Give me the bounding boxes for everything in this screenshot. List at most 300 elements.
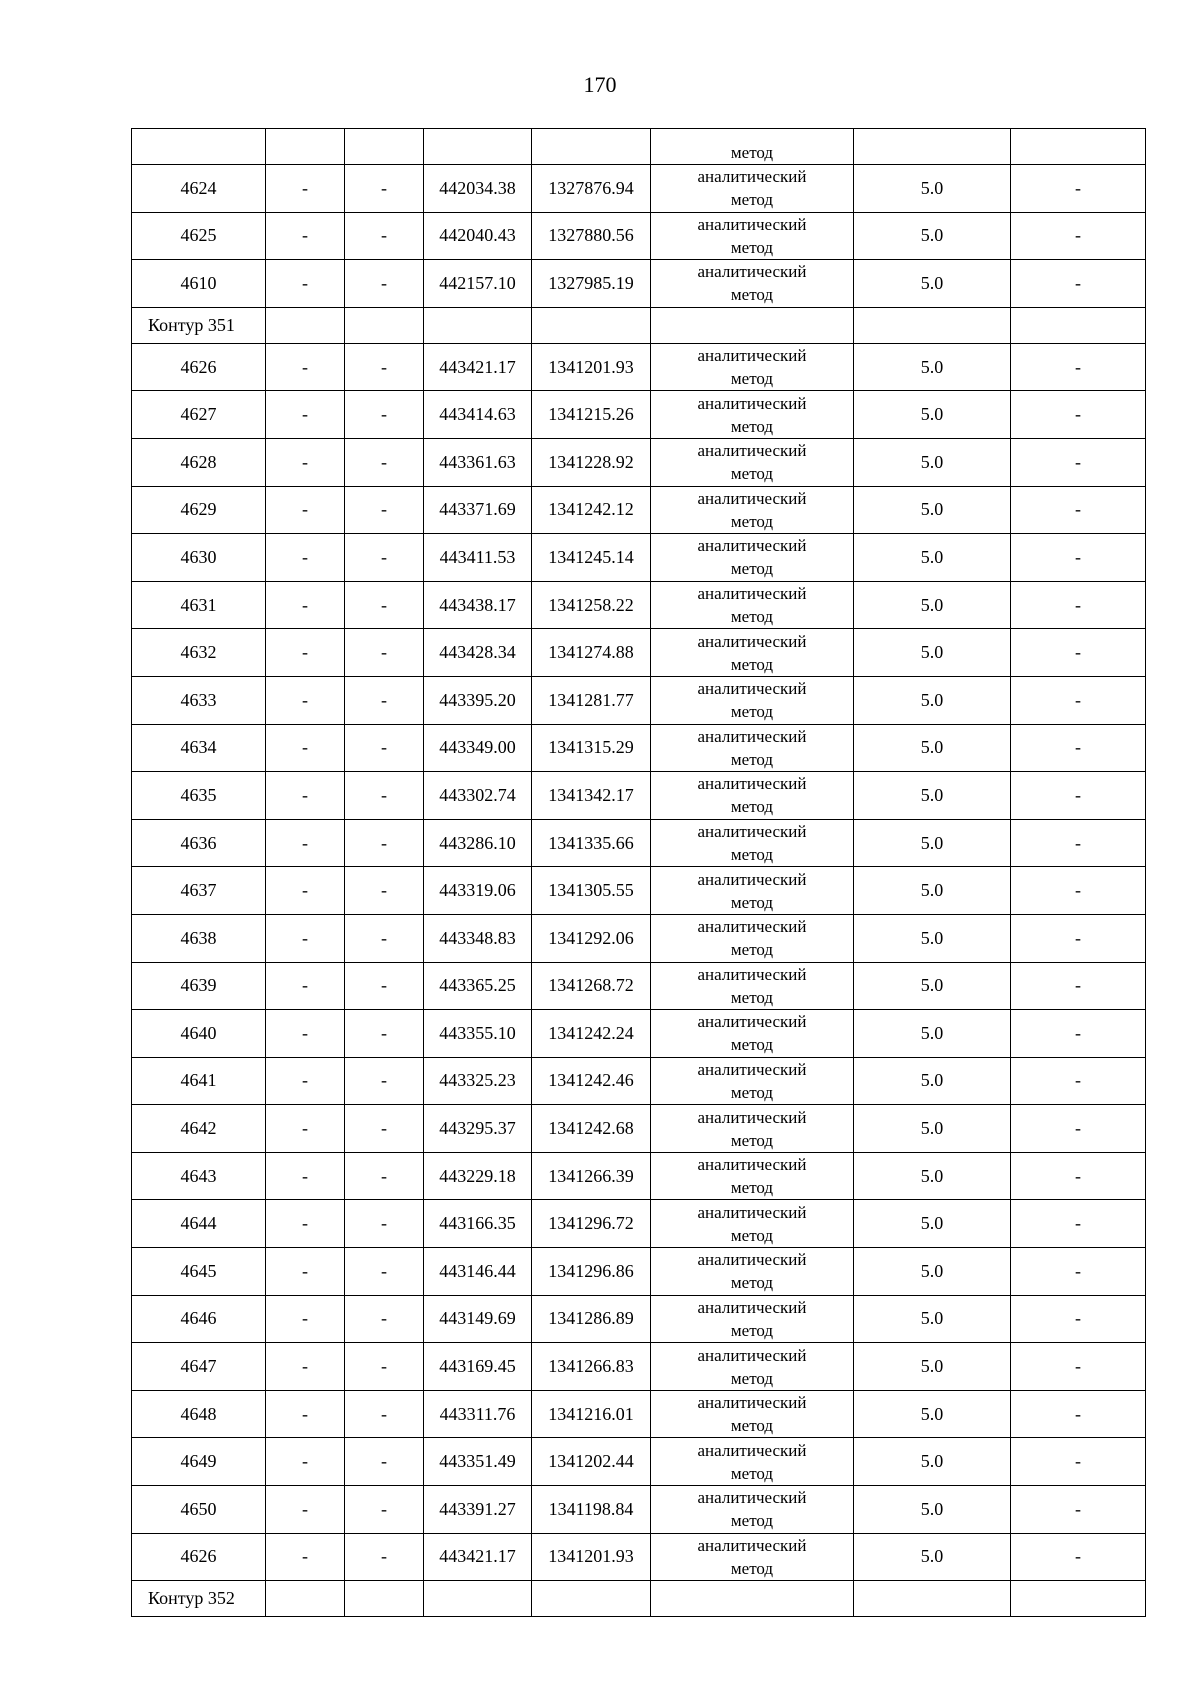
table-row bbox=[132, 165, 1146, 213]
col3-cell: - bbox=[345, 962, 424, 1010]
accuracy-cell: 5.0 bbox=[854, 1343, 1011, 1391]
accuracy-cell: 5.0 bbox=[854, 724, 1011, 772]
point-id-cell: 4632 bbox=[132, 629, 266, 677]
table-cell bbox=[651, 307, 854, 343]
table-cell bbox=[266, 1581, 345, 1617]
y-coordinate-cell: 1341296.72 bbox=[532, 1200, 651, 1248]
table-row bbox=[132, 914, 1146, 962]
point-id-cell: 4640 bbox=[132, 1010, 266, 1058]
table-cell bbox=[854, 129, 1011, 165]
accuracy-cell: 5.0 bbox=[854, 1200, 1011, 1248]
note-cell: - bbox=[1011, 165, 1146, 213]
y-coordinate-cell: 1341296.86 bbox=[532, 1248, 651, 1296]
method-cell bbox=[651, 534, 854, 582]
x-coordinate-cell: 443166.35 bbox=[424, 1200, 532, 1248]
method-line2: метод bbox=[730, 1130, 774, 1150]
method-cell bbox=[651, 581, 854, 629]
x-coordinate-cell: 443391.27 bbox=[424, 1486, 532, 1534]
x-coordinate-cell: 443348.83 bbox=[424, 914, 532, 962]
col3-cell: - bbox=[345, 867, 424, 915]
col2-cell: - bbox=[266, 1343, 345, 1391]
method-line1: аналитический bbox=[697, 917, 807, 937]
table-row bbox=[132, 1390, 1146, 1438]
table-cell bbox=[854, 307, 1011, 343]
accuracy-cell: 5.0 bbox=[854, 165, 1011, 213]
method-cell bbox=[651, 1105, 854, 1153]
point-id-cell: 4650 bbox=[132, 1486, 266, 1534]
x-coordinate-cell: 443414.63 bbox=[424, 391, 532, 439]
method-line1: аналитический bbox=[697, 1440, 807, 1460]
note-cell: - bbox=[1011, 1152, 1146, 1200]
y-coordinate-cell: 1327876.94 bbox=[532, 165, 651, 213]
y-coordinate-cell: 1341266.83 bbox=[532, 1343, 651, 1391]
method-line1: аналитический bbox=[697, 441, 807, 461]
method-line1: аналитический bbox=[697, 1250, 807, 1270]
method-cell bbox=[651, 914, 854, 962]
method-cell bbox=[651, 1057, 854, 1105]
accuracy-cell: 5.0 bbox=[854, 962, 1011, 1010]
method-cell bbox=[651, 1152, 854, 1200]
table-row bbox=[132, 391, 1146, 439]
col2-cell: - bbox=[266, 343, 345, 391]
col3-cell: - bbox=[345, 629, 424, 677]
col2-cell: - bbox=[266, 1010, 345, 1058]
col3-cell: - bbox=[345, 724, 424, 772]
accuracy-cell: 5.0 bbox=[854, 1248, 1011, 1296]
col3-cell: - bbox=[345, 486, 424, 534]
table-cell bbox=[132, 129, 266, 165]
point-id-cell: 4631 bbox=[132, 581, 266, 629]
y-coordinate-cell: 1341215.26 bbox=[532, 391, 651, 439]
table-row bbox=[132, 438, 1146, 486]
note-cell: - bbox=[1011, 867, 1146, 915]
y-coordinate-cell: 1341292.06 bbox=[532, 914, 651, 962]
table-row-contour bbox=[132, 1581, 1146, 1617]
method-line2: метод bbox=[730, 1273, 774, 1293]
point-id-cell: 4627 bbox=[132, 391, 266, 439]
col2-cell: - bbox=[266, 914, 345, 962]
col2-cell: - bbox=[266, 581, 345, 629]
table-row bbox=[132, 867, 1146, 915]
x-coordinate-cell: 443319.06 bbox=[424, 867, 532, 915]
col2-cell: - bbox=[266, 1105, 345, 1153]
method-line2: метод bbox=[730, 1416, 774, 1436]
method-line1: аналитический bbox=[697, 1393, 807, 1413]
col2-cell: - bbox=[266, 1486, 345, 1534]
method-line1: аналитический bbox=[697, 346, 807, 366]
table-row bbox=[132, 486, 1146, 534]
x-coordinate-cell: 443169.45 bbox=[424, 1343, 532, 1391]
col2-cell: - bbox=[266, 534, 345, 582]
contour-label: Контур 351 bbox=[132, 307, 266, 343]
table-cell bbox=[651, 129, 854, 165]
method-line1: аналитический bbox=[697, 774, 807, 794]
method-line1: аналитический bbox=[697, 1107, 807, 1127]
table-row bbox=[132, 1010, 1146, 1058]
point-id-cell: 4641 bbox=[132, 1057, 266, 1105]
method-line1: аналитический bbox=[697, 1535, 807, 1555]
table-row bbox=[132, 724, 1146, 772]
point-id-cell: 4624 bbox=[132, 165, 266, 213]
table-cell bbox=[345, 1581, 424, 1617]
method-line1: аналитический bbox=[697, 167, 807, 187]
table-row-contour bbox=[132, 307, 1146, 343]
x-coordinate-cell: 443361.63 bbox=[424, 438, 532, 486]
y-coordinate-cell: 1341266.39 bbox=[532, 1152, 651, 1200]
x-coordinate-cell: 443349.00 bbox=[424, 724, 532, 772]
x-coordinate-cell: 443325.23 bbox=[424, 1057, 532, 1105]
accuracy-cell: 5.0 bbox=[854, 391, 1011, 439]
method-line2: метод bbox=[730, 1178, 774, 1198]
point-id-cell: 4628 bbox=[132, 438, 266, 486]
method-line1: аналитический bbox=[697, 1202, 807, 1222]
note-cell: - bbox=[1011, 819, 1146, 867]
note-cell: - bbox=[1011, 343, 1146, 391]
method-line2: метод bbox=[730, 702, 774, 722]
x-coordinate-cell: 443351.49 bbox=[424, 1438, 532, 1486]
method-line2: метод bbox=[730, 892, 774, 912]
col3-cell: - bbox=[345, 581, 424, 629]
accuracy-cell: 5.0 bbox=[854, 1295, 1011, 1343]
table-body bbox=[132, 129, 1146, 1617]
col3-cell: - bbox=[345, 1152, 424, 1200]
col3-cell: - bbox=[345, 343, 424, 391]
col3-cell: - bbox=[345, 772, 424, 820]
col2-cell: - bbox=[266, 1438, 345, 1486]
note-cell: - bbox=[1011, 1343, 1146, 1391]
x-coordinate-cell: 443411.53 bbox=[424, 534, 532, 582]
col2-cell: - bbox=[266, 1057, 345, 1105]
x-coordinate-cell: 443365.25 bbox=[424, 962, 532, 1010]
method-cell bbox=[651, 1486, 854, 1534]
col2-cell: - bbox=[266, 724, 345, 772]
accuracy-cell: 5.0 bbox=[854, 343, 1011, 391]
col3-cell: - bbox=[345, 1105, 424, 1153]
table-cell bbox=[424, 129, 532, 165]
note-cell: - bbox=[1011, 1295, 1146, 1343]
y-coordinate-cell: 1341315.29 bbox=[532, 724, 651, 772]
note-cell: - bbox=[1011, 1010, 1146, 1058]
col2-cell: - bbox=[266, 1200, 345, 1248]
method-line2: метод bbox=[730, 464, 774, 484]
x-coordinate-cell: 443438.17 bbox=[424, 581, 532, 629]
table-row bbox=[132, 1105, 1146, 1153]
x-coordinate-cell: 443371.69 bbox=[424, 486, 532, 534]
table-cell bbox=[1011, 1581, 1146, 1617]
accuracy-cell: 5.0 bbox=[854, 438, 1011, 486]
col3-cell: - bbox=[345, 438, 424, 486]
table-cell bbox=[424, 1581, 532, 1617]
table-row bbox=[132, 1486, 1146, 1534]
x-coordinate-cell: 442034.38 bbox=[424, 165, 532, 213]
method-line1: аналитический bbox=[697, 1488, 807, 1508]
method-cell bbox=[651, 962, 854, 1010]
col3-cell: - bbox=[345, 1295, 424, 1343]
note-cell: - bbox=[1011, 629, 1146, 677]
y-coordinate-cell: 1341286.89 bbox=[532, 1295, 651, 1343]
note-cell: - bbox=[1011, 1057, 1146, 1105]
col3-cell: - bbox=[345, 676, 424, 724]
table-row-continuation bbox=[132, 129, 1146, 165]
x-coordinate-cell: 443295.37 bbox=[424, 1105, 532, 1153]
method-cell bbox=[651, 1438, 854, 1486]
method-line2: метод bbox=[730, 749, 774, 769]
table-row bbox=[132, 581, 1146, 629]
table-row bbox=[132, 819, 1146, 867]
note-cell: - bbox=[1011, 962, 1146, 1010]
note-cell: - bbox=[1011, 581, 1146, 629]
point-id-cell: 4639 bbox=[132, 962, 266, 1010]
table-row bbox=[132, 1343, 1146, 1391]
table-cell bbox=[532, 129, 651, 165]
col3-cell: - bbox=[345, 212, 424, 260]
point-id-cell: 4645 bbox=[132, 1248, 266, 1296]
table-cell bbox=[854, 1581, 1011, 1617]
method-line2: метод bbox=[730, 285, 774, 305]
col3-cell: - bbox=[345, 1010, 424, 1058]
col3-cell: - bbox=[345, 1057, 424, 1105]
method-line2: метод bbox=[730, 1225, 774, 1245]
table-cell bbox=[345, 307, 424, 343]
col3-cell: - bbox=[345, 1486, 424, 1534]
col2-cell: - bbox=[266, 260, 345, 308]
col3-cell: - bbox=[345, 1200, 424, 1248]
col2-cell: - bbox=[266, 391, 345, 439]
method-cell bbox=[651, 1390, 854, 1438]
y-coordinate-cell: 1341268.72 bbox=[532, 962, 651, 1010]
accuracy-cell: 5.0 bbox=[854, 1152, 1011, 1200]
note-cell: - bbox=[1011, 534, 1146, 582]
method-line2: метод bbox=[730, 559, 774, 579]
method-cell bbox=[651, 676, 854, 724]
table-row bbox=[132, 343, 1146, 391]
table-cell bbox=[345, 129, 424, 165]
col3-cell: - bbox=[345, 391, 424, 439]
y-coordinate-cell: 1327985.19 bbox=[532, 260, 651, 308]
method-cell bbox=[651, 343, 854, 391]
point-id-cell: 4642 bbox=[132, 1105, 266, 1153]
y-coordinate-cell: 1341281.77 bbox=[532, 676, 651, 724]
y-coordinate-cell: 1341342.17 bbox=[532, 772, 651, 820]
method-line2: метод bbox=[730, 654, 774, 674]
note-cell: - bbox=[1011, 772, 1146, 820]
col2-cell: - bbox=[266, 1248, 345, 1296]
col2-cell: - bbox=[266, 1152, 345, 1200]
method-line2: метод bbox=[730, 1035, 774, 1055]
y-coordinate-cell: 1341228.92 bbox=[532, 438, 651, 486]
method-line2: метод bbox=[730, 940, 774, 960]
table-cell bbox=[651, 1581, 854, 1617]
table-row bbox=[132, 1200, 1146, 1248]
col2-cell: - bbox=[266, 212, 345, 260]
x-coordinate-cell: 443311.76 bbox=[424, 1390, 532, 1438]
x-coordinate-cell: 443355.10 bbox=[424, 1010, 532, 1058]
point-id-cell: 4636 bbox=[132, 819, 266, 867]
method-line1: аналитический bbox=[697, 262, 807, 282]
y-coordinate-cell: 1341242.46 bbox=[532, 1057, 651, 1105]
point-id-cell: 4647 bbox=[132, 1343, 266, 1391]
method-line2: метод bbox=[730, 369, 774, 389]
y-coordinate-cell: 1341258.22 bbox=[532, 581, 651, 629]
contour-label: Контур 352 bbox=[132, 1581, 266, 1617]
y-coordinate-cell: 1341305.55 bbox=[532, 867, 651, 915]
point-id-cell: 4648 bbox=[132, 1390, 266, 1438]
y-coordinate-cell: 1341202.44 bbox=[532, 1438, 651, 1486]
method-cell bbox=[651, 1343, 854, 1391]
point-id-cell: 4634 bbox=[132, 724, 266, 772]
table-cell bbox=[532, 1581, 651, 1617]
accuracy-cell: 5.0 bbox=[854, 1486, 1011, 1534]
point-id-cell: 4626 bbox=[132, 1533, 266, 1581]
method-cell bbox=[651, 724, 854, 772]
col3-cell: - bbox=[345, 819, 424, 867]
accuracy-cell: 5.0 bbox=[854, 1057, 1011, 1105]
method-line2: метод bbox=[730, 190, 774, 210]
method-cell bbox=[651, 867, 854, 915]
method-line2: метод bbox=[730, 1558, 774, 1578]
point-id-cell: 4635 bbox=[132, 772, 266, 820]
x-coordinate-cell: 443286.10 bbox=[424, 819, 532, 867]
method-line2: метод bbox=[730, 797, 774, 817]
note-cell: - bbox=[1011, 486, 1146, 534]
x-coordinate-cell: 443421.17 bbox=[424, 1533, 532, 1581]
method-line1: аналитический bbox=[697, 1155, 807, 1175]
point-id-cell: 4646 bbox=[132, 1295, 266, 1343]
accuracy-cell: 5.0 bbox=[854, 772, 1011, 820]
table-cell bbox=[266, 129, 345, 165]
note-cell: - bbox=[1011, 438, 1146, 486]
point-id-cell: 4643 bbox=[132, 1152, 266, 1200]
x-coordinate-cell: 443149.69 bbox=[424, 1295, 532, 1343]
table-row bbox=[132, 1248, 1146, 1296]
point-id-cell: 4626 bbox=[132, 343, 266, 391]
note-cell: - bbox=[1011, 914, 1146, 962]
method-cell bbox=[651, 772, 854, 820]
note-cell: - bbox=[1011, 724, 1146, 772]
method-line1: аналитический bbox=[697, 822, 807, 842]
col2-cell: - bbox=[266, 438, 345, 486]
col2-cell: - bbox=[266, 1295, 345, 1343]
accuracy-cell: 5.0 bbox=[854, 581, 1011, 629]
col2-cell: - bbox=[266, 486, 345, 534]
y-coordinate-cell: 1341335.66 bbox=[532, 819, 651, 867]
y-coordinate-cell: 1341216.01 bbox=[532, 1390, 651, 1438]
note-cell: - bbox=[1011, 1533, 1146, 1581]
note-cell: - bbox=[1011, 260, 1146, 308]
method-line1: аналитический bbox=[697, 1059, 807, 1079]
method-cell bbox=[651, 1248, 854, 1296]
table-cell bbox=[1011, 129, 1146, 165]
method-line1: аналитический bbox=[697, 536, 807, 556]
col3-cell: - bbox=[345, 1438, 424, 1486]
method-line1: аналитический bbox=[697, 584, 807, 604]
table-row bbox=[132, 1295, 1146, 1343]
x-coordinate-cell: 443146.44 bbox=[424, 1248, 532, 1296]
accuracy-cell: 5.0 bbox=[854, 534, 1011, 582]
table-cell bbox=[266, 307, 345, 343]
method-line2: метод bbox=[730, 1082, 774, 1102]
method-line1: аналитический bbox=[697, 679, 807, 699]
col2-cell: - bbox=[266, 1533, 345, 1581]
table-row bbox=[132, 962, 1146, 1010]
col2-cell: - bbox=[266, 962, 345, 1010]
point-id-cell: 4625 bbox=[132, 212, 266, 260]
table-row bbox=[132, 260, 1146, 308]
y-coordinate-cell: 1341201.93 bbox=[532, 1533, 651, 1581]
x-coordinate-cell: 442040.43 bbox=[424, 212, 532, 260]
accuracy-cell: 5.0 bbox=[854, 676, 1011, 724]
method-cell bbox=[651, 1295, 854, 1343]
col2-cell: - bbox=[266, 1390, 345, 1438]
table-row bbox=[132, 772, 1146, 820]
method-line1: аналитический bbox=[697, 488, 807, 508]
accuracy-cell: 5.0 bbox=[854, 867, 1011, 915]
method-line1: аналитический bbox=[697, 1297, 807, 1317]
accuracy-cell: 5.0 bbox=[854, 819, 1011, 867]
col3-cell: - bbox=[345, 1343, 424, 1391]
method-cell bbox=[651, 1010, 854, 1058]
point-id-cell: 4649 bbox=[132, 1438, 266, 1486]
table-row bbox=[132, 212, 1146, 260]
col3-cell: - bbox=[345, 534, 424, 582]
point-id-cell: 4644 bbox=[132, 1200, 266, 1248]
table-row bbox=[132, 676, 1146, 724]
note-cell: - bbox=[1011, 1390, 1146, 1438]
accuracy-cell: 5.0 bbox=[854, 1533, 1011, 1581]
method-line2: метод bbox=[730, 607, 774, 627]
accuracy-cell: 5.0 bbox=[854, 1438, 1011, 1486]
method-cell bbox=[651, 1200, 854, 1248]
point-id-cell: 4637 bbox=[132, 867, 266, 915]
y-coordinate-cell: 1341242.68 bbox=[532, 1105, 651, 1153]
method-line1: аналитический bbox=[697, 393, 807, 413]
method-line2: метод bbox=[730, 511, 774, 531]
point-id-cell: 4638 bbox=[132, 914, 266, 962]
page-number: 170 bbox=[583, 72, 617, 97]
method-line2: метод bbox=[730, 1320, 774, 1340]
note-cell: - bbox=[1011, 391, 1146, 439]
col2-cell: - bbox=[266, 867, 345, 915]
method-cell bbox=[651, 212, 854, 260]
note-cell: - bbox=[1011, 1200, 1146, 1248]
y-coordinate-cell: 1341274.88 bbox=[532, 629, 651, 677]
method-line1: аналитический bbox=[697, 631, 807, 651]
col2-cell: - bbox=[266, 165, 345, 213]
method-cell bbox=[651, 486, 854, 534]
col2-cell: - bbox=[266, 819, 345, 867]
method-tail: метод bbox=[730, 143, 774, 162]
table-cell bbox=[424, 307, 532, 343]
col3-cell: - bbox=[345, 1533, 424, 1581]
method-line1: аналитический bbox=[697, 964, 807, 984]
method-cell bbox=[651, 391, 854, 439]
method-cell bbox=[651, 260, 854, 308]
method-line1: аналитический bbox=[697, 214, 807, 234]
table-row bbox=[132, 534, 1146, 582]
method-cell bbox=[651, 819, 854, 867]
col3-cell: - bbox=[345, 1248, 424, 1296]
y-coordinate-cell: 1341245.14 bbox=[532, 534, 651, 582]
table-cell bbox=[1011, 307, 1146, 343]
col2-cell: - bbox=[266, 772, 345, 820]
x-coordinate-cell: 443229.18 bbox=[424, 1152, 532, 1200]
accuracy-cell: 5.0 bbox=[854, 260, 1011, 308]
note-cell: - bbox=[1011, 676, 1146, 724]
y-coordinate-cell: 1327880.56 bbox=[532, 212, 651, 260]
method-line2: метод bbox=[730, 237, 774, 257]
accuracy-cell: 5.0 bbox=[854, 914, 1011, 962]
method-line1: аналитический bbox=[697, 869, 807, 889]
